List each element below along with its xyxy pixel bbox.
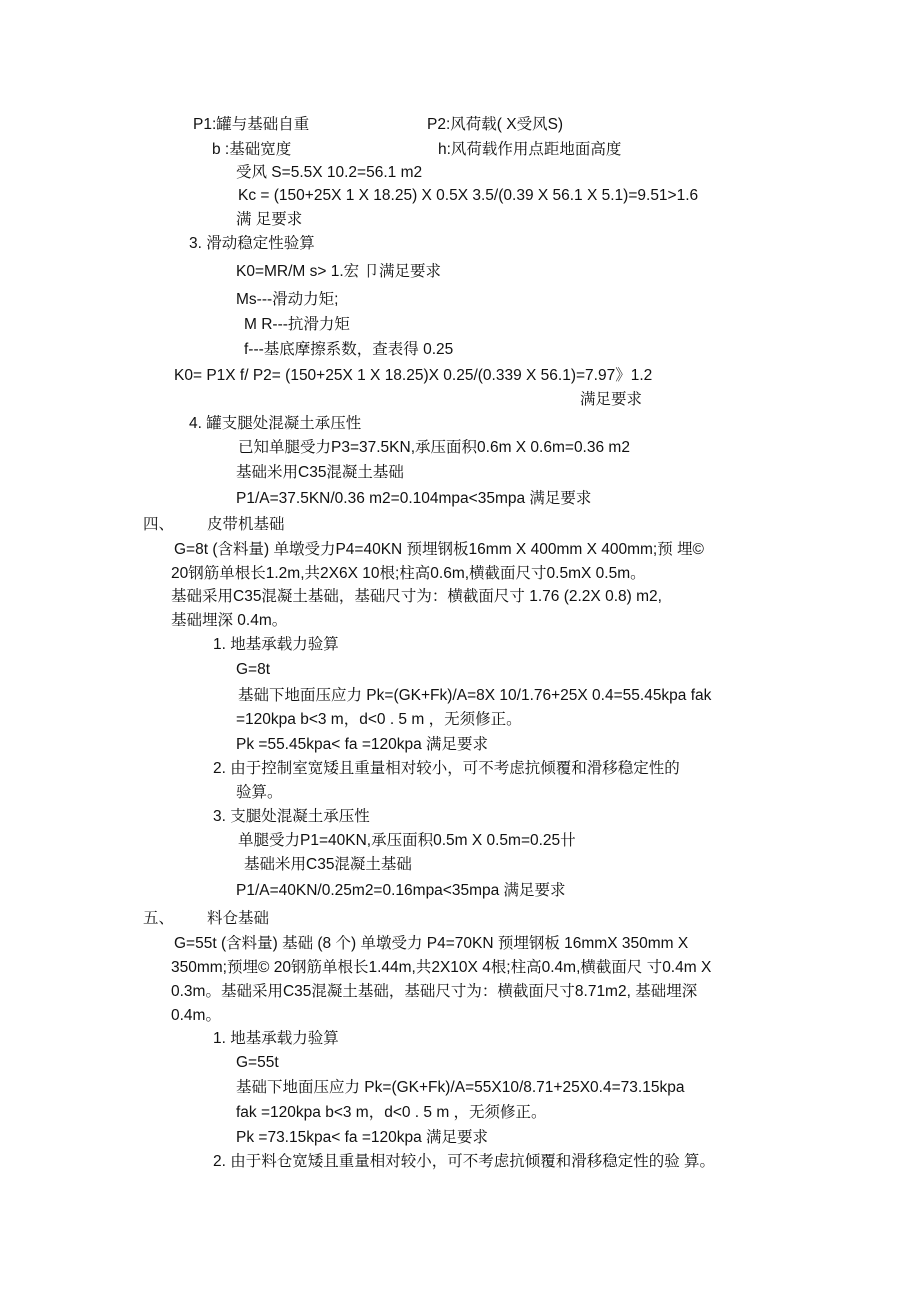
- kc-formula: Kc = (150+25X 1 X 18.25) X 0.5X 3.5/(0.39 X 56.1 X 5.1)=9.51>1.6: [238, 187, 699, 204]
- belt-intro-line-2: 20钢筋单根长1.2m,共2X6X 10根;柱高0.6m,横截面尺寸0.5mX 0.5m。: [171, 565, 646, 582]
- silo-section-title: 料仓基础: [207, 910, 270, 927]
- kc-conclusion: 满 足要求: [236, 211, 303, 228]
- belt-leg-bearing-heading: 3. 支腿处混凝土承压性: [213, 808, 370, 825]
- belt-stability-note-1: 2. 由于控制室宽矮且重量相对较小，可不考虑抗倾覆和滑移稳定性的: [213, 760, 680, 777]
- silo-weight: G=55t: [236, 1054, 279, 1071]
- sliding-stability-heading: 3. 滑动稳定性验算: [189, 235, 315, 252]
- silo-pressure-line-3: Pk =73.15kpa< fa =120kpa 满足要求: [236, 1129, 489, 1146]
- belt-section-number: 四、: [143, 516, 175, 533]
- k0-calculation: K0= P1X f/ P2= (150+25X 1 X 18.25)X 0.25/(0.339 X 56.1)=7.97》1.2: [174, 367, 653, 384]
- belt-leg-bearing-line-1: 单腿受力P1=40KN,承压面积0.5m X 0.5m=0.25卄: [238, 832, 576, 849]
- b-definition: b :基础宽度: [212, 141, 292, 158]
- ms-definition: Ms---滑动力矩;: [236, 291, 339, 308]
- belt-pressure-line-1: 基础下地面压应力 Pk=(GK+Fk)/A=8X 10/1.76+25X 0.4=55.45kpa fak: [238, 687, 712, 704]
- friction-definition: f---基底摩擦系数，查表得 0.25: [244, 341, 454, 358]
- belt-section-title: 皮带机基础: [207, 516, 285, 533]
- p2-definition: P2:风荷载( X受风S): [427, 116, 564, 133]
- h-definition: h:风荷载作用点距地面高度: [438, 141, 622, 158]
- leg-bearing-heading: 4. 罐支腿处混凝土承压性: [189, 415, 362, 432]
- wind-area-formula: 受风 S=5.5X 10.2=56.1 m2: [236, 164, 423, 181]
- leg-bearing-line-3: P1/A=37.5KN/0.36 m2=0.104mpa<35mpa 满足要求: [236, 490, 592, 507]
- mr-definition: M R---抗滑力矩: [244, 316, 350, 333]
- silo-intro-line-4: 0.4m。: [171, 1007, 221, 1024]
- silo-section-number: 五、: [143, 910, 175, 927]
- belt-leg-bearing-line-3: P1/A=40KN/0.25m2=0.16mpa<35mpa 满足要求: [236, 882, 566, 899]
- belt-intro-line-4: 基础埋深 0.4m。: [171, 612, 288, 629]
- belt-pressure-line-3: Pk =55.45kpa< fa =120kpa 满足要求: [236, 736, 489, 753]
- belt-intro-line-3: 基础采用C35混凝土基础，基础尺寸为：横截面尺寸 1.76 (2.2X 0.8) m2,: [171, 588, 662, 605]
- silo-intro-line-3: 0.3m。基础采用C35混凝土基础，基础尺寸为：横截面尺寸8.71m2, 基础埋深: [171, 983, 698, 1000]
- leg-bearing-line-2: 基础米用C35混凝土基础: [236, 464, 404, 481]
- leg-bearing-line-1: 已知单腿受力P3=37.5KN,承压面积0.6m X 0.6m=0.36 m2: [238, 439, 630, 456]
- silo-intro-line-1: G=55t (含料量) 基础 (8 个) 单墩受力 P4=70KN 预埋钢板 16mmX 350mm X: [174, 935, 689, 952]
- k0-conclusion: 满足要求: [580, 391, 643, 408]
- silo-bearing-heading: 1. 地基承载力验算: [213, 1030, 339, 1047]
- silo-pressure-line-1: 基础下地面压应力 Pk=(GK+Fk)/A=55X10/8.71+25X0.4=73.15kpa: [236, 1079, 685, 1096]
- belt-intro-line-1: G=8t (含料量) 单墩受力P4=40KN 预埋钢板16mm X 400mm X 400mm;预 埋©: [174, 541, 704, 558]
- belt-bearing-heading: 1. 地基承载力验算: [213, 636, 339, 653]
- belt-pressure-line-2: =120kpa b<3 m，d<0 . 5 m ，无须修正。: [236, 711, 522, 728]
- p1-definition: P1:罐与基础自重: [193, 116, 310, 133]
- silo-intro-line-2: 350mm;预埋© 20钢筋单根长1.44m,共2X10X 4根;柱高0.4m,横截面尺 寸0.4m X: [171, 959, 712, 976]
- k0-definition: K0=MR/M s> 1.宏 卩满足要求: [236, 263, 441, 280]
- silo-stability-note: 2. 由于料仓宽矮且重量相对较小，可不考虑抗倾覆和滑移稳定性的验 算。: [213, 1153, 716, 1170]
- belt-weight: G=8t: [236, 661, 271, 678]
- belt-leg-bearing-line-2: 基础米用C35混凝土基础: [244, 856, 412, 873]
- silo-pressure-line-2: fak =120kpa b<3 m，d<0 . 5 m ，无须修正。: [236, 1104, 547, 1121]
- belt-stability-note-2: 验算。: [236, 784, 283, 801]
